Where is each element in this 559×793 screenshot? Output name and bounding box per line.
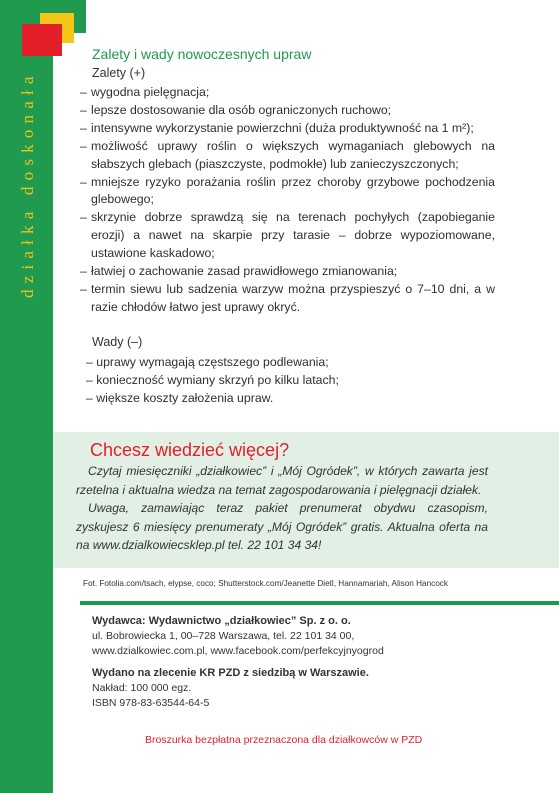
cons-list [86,354,339,408]
info-title: Chcesz wiedzieć więcej? [90,440,290,460]
list-item: – większe koszty założenia upraw. [86,390,274,405]
logo-square-red [22,24,62,56]
list-item: – intensywne wykorzystanie powierzchni (duża produktywność na 1 m²); [80,120,474,135]
list-item: – termin siewu lub sadzenia warzyw można przyspieszyć o 7–10 dni, a w razie chłodów łatwo jest uprawy okryć. [80,281,495,314]
list-item: – uprawy wymagają częstszego podlewania; [86,355,329,369]
list-item: – mniejsze ryzyko porażania roślin przez choroby grzybowe pochodzenia glebowego; [80,174,495,207]
list-item: – możliwość uprawy roślin o większych wymaganiach glebowych na słabszych glebach (piaszczyste, podmokłe) lub zanieczyszczonych; [80,138,495,171]
isbn: ISBN 978-83-63544-64-5 [92,697,210,709]
list-item: – skrzynie dobrze sprawdzą się na terenach pochyłych (zapobieganie erozji) a nawet na skarpie przy tarasie – dobrze wypoziomowane, ustawione kaskadowo; [80,210,495,261]
info-paragraph: Czytaj miesięczniki „działkowiec” i „Mój Ogródek”, w których zawarta jest rzetelna i aktualna wiedza na temat zagospodarowania i pielęgnacji działek. [76,464,488,497]
list-item: – łatwiej o zachowanie zasad prawidłowego zmianowania; [80,264,398,279]
info-paragraph: Uwaga, zamawiając teraz pakiet prenumerat obydwu czasopism, zyskujesz 6 miesięcy prenumeraty „Mój Ogródek” gratis. Aktualna oferta na na www.dzialkowiecsklep.pl tel. 22 101 34 34! [76,501,488,552]
pros-label: Zalety (+) [92,66,146,80]
footer-note: Broszurka bezpłatna przeznaczona dla działkowców w PZD [145,734,423,746]
publisher-info [92,614,384,711]
list-item: – lepsze dostosowanie dla osób ograniczonych ruchowo; [80,102,392,117]
section-title: Zalety i wady nowoczesnych upraw [92,46,312,62]
publisher-name: Wydawca: Wydawnictwo „działkowiec” Sp. z o. o. [92,615,351,627]
pros-list [80,84,495,317]
list-item: – konieczność wymiany skrzyń po kilku latach; [86,372,339,387]
info-text [76,462,488,555]
list-item: – wygodna pielęgnacja; [80,85,210,99]
side-title: działka doskonała [18,70,37,298]
photo-credits: Fot. Fotolia.com/tsach, elypse, coco; Shutterstock.com/Jeanette Dietl, Hannamariah, Alison Hancock [83,579,448,588]
divider [80,601,559,605]
publisher-websites: www.dzialkowiec.com.pl, www.facebook.com/perfekcyjnyogrod [92,645,384,657]
publisher-address: ul. Bobrowiecka 1, 00–728 Warszawa, tel. 22 101 34 00, [92,630,355,642]
cons-label: Wady (–) [92,335,143,349]
commissioned-by: Wydano na zlecenie KR PZD z siedzibą w Warszawie. [92,667,369,679]
print-run: Nakład: 100 000 egz. [92,682,192,694]
